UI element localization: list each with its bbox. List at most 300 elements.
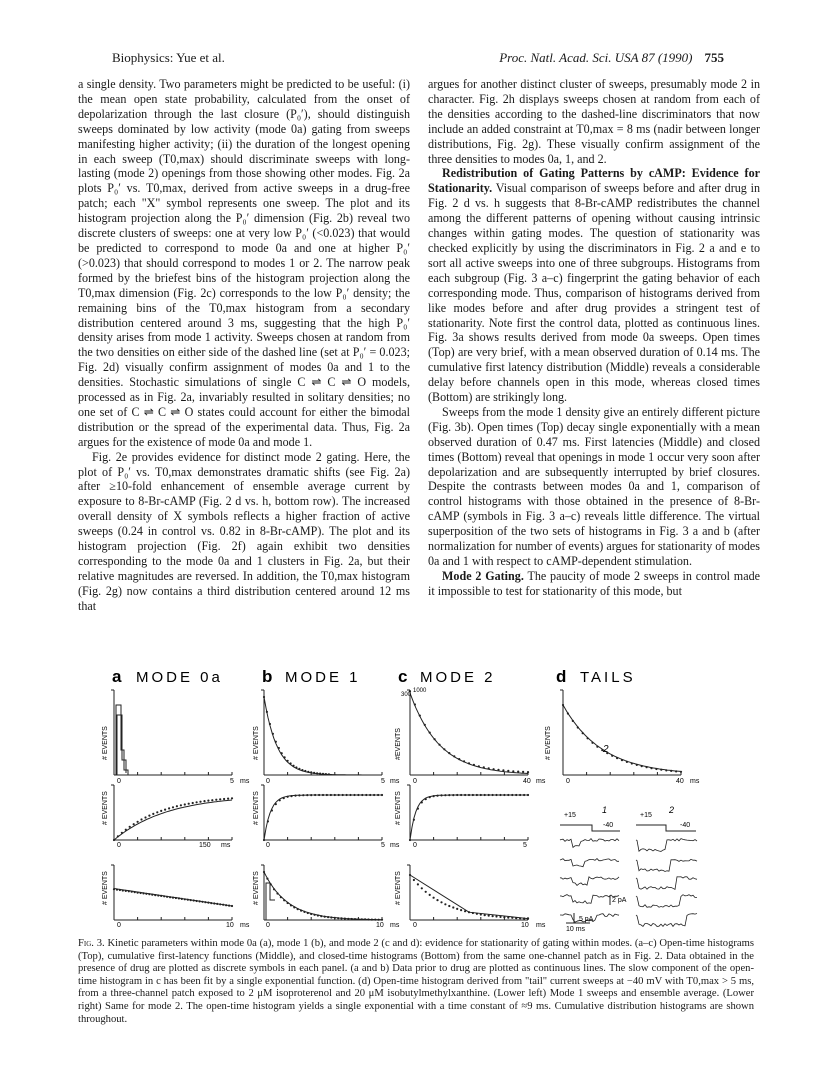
data-point: [409, 839, 411, 841]
data-point: [381, 794, 383, 796]
data-point: [448, 905, 450, 907]
data-point: [131, 891, 133, 893]
data-point: [429, 796, 431, 798]
data-point: [472, 794, 474, 796]
data-point: [567, 712, 569, 714]
data-point: [349, 794, 351, 796]
data-point: [231, 797, 233, 799]
tick-label: ms: [536, 778, 546, 785]
data-point: [172, 806, 174, 808]
tick-label: ms: [536, 922, 546, 929]
data-point: [196, 801, 198, 803]
data-point: [502, 769, 504, 771]
paragraph: Mode 2 Gating. The paucity of mode 2 sweeps in control made it impossible to test for stationarity of this mode, but: [428, 568, 760, 598]
data-point: [166, 896, 168, 898]
data-point: [304, 770, 306, 772]
data-point: [507, 770, 509, 772]
paragraph: Redistribution of Gating Patterns by cAMP: Evidence for Stationarity. Visual comparison of sweeps before and after drug in Fig. 2 d vs. h suggests that 8-Br-cAMP redistributes the channel among the different patterns of opening without causing intrinsic changes within gating modes. The question of stationarity was checked explicitly by using the discriminators in Fig. 2 a and e to sort all active sweeps into one of three subgroups. Histograms from each subgroup (Fig. 3 a–c) fingerprint the gating behavior of each corresponding mode. Thus, comparison of histograms derived from like modes before and after drug provides a stringent test of stationarity. Note first the control data, plotted as continuous lines. Fig. 3a shows results derived from mode 0a sweeps. Open times (Top) are very brief, with a mean observed duration of 0.14 ms. The cumulative first latency distribution (Middle) reveals a considerable delay before channels open in this mode, whereas closed times (Bottom) are strikingly long.: [428, 166, 760, 405]
data-point: [319, 773, 321, 775]
data-point: [596, 746, 598, 748]
data-point: [425, 798, 427, 800]
data-point: [357, 918, 359, 920]
tick-label: 5: [381, 778, 385, 785]
data-point: [346, 794, 348, 796]
data-point: [283, 899, 285, 901]
data-point: [178, 897, 180, 899]
data-point: [219, 798, 221, 800]
data-point: [413, 879, 415, 881]
data-point: [176, 805, 178, 807]
tick-label: 0: [266, 922, 270, 929]
data-point: [279, 799, 281, 801]
data-point: [307, 771, 309, 773]
data-point: [325, 773, 327, 775]
data-point: [440, 901, 442, 903]
page-number: 755: [704, 50, 724, 65]
data-point: [527, 771, 529, 773]
data-point: [480, 794, 482, 796]
data-point: [493, 768, 495, 770]
data-point: [460, 909, 462, 911]
series-line: [264, 795, 382, 840]
data-point: [201, 901, 203, 903]
data-point: [507, 917, 509, 919]
data-point: [181, 898, 183, 900]
tick-label: ms: [390, 778, 400, 785]
data-point: [436, 899, 438, 901]
data-point: [310, 794, 312, 796]
data-point: [225, 904, 227, 906]
data-point: [310, 913, 312, 915]
data-point: [660, 769, 662, 771]
data-point: [468, 762, 470, 764]
data-point: [290, 795, 292, 797]
right-column: [428, 77, 760, 599]
data-point: [453, 755, 455, 757]
data-point: [641, 765, 643, 767]
data-point: [287, 796, 289, 798]
tick-label: ms: [690, 778, 700, 785]
data-point: [199, 900, 201, 902]
data-point: [292, 765, 294, 767]
data-point: [303, 911, 305, 913]
data-point: [297, 908, 299, 910]
data-point: [316, 772, 318, 774]
data-point: [193, 899, 195, 901]
left-column: [78, 77, 410, 614]
trace-number: 1: [602, 805, 608, 815]
data-point: [373, 794, 375, 796]
data-point: [361, 918, 363, 920]
y-axis-label: # EVENTS: [102, 791, 109, 825]
data-point: [425, 891, 427, 893]
data-point: [429, 894, 431, 896]
data-point: [137, 892, 139, 894]
data-point: [460, 794, 462, 796]
data-point: [611, 755, 613, 757]
tick-label: 150: [199, 842, 211, 849]
data-point: [468, 794, 470, 796]
data-point: [222, 904, 224, 906]
data-point: [488, 794, 490, 796]
data-point: [631, 762, 633, 764]
data-point: [448, 752, 450, 754]
data-point: [306, 794, 308, 796]
voltage-label: +15: [564, 812, 576, 819]
data-point: [263, 871, 265, 873]
data-point: [322, 773, 324, 775]
y-axis-label: # EVENTS: [253, 726, 260, 760]
data-point: [456, 794, 458, 796]
data-point: [168, 807, 170, 809]
data-point: [295, 766, 297, 768]
tick-label: 0: [266, 778, 270, 785]
data-point: [302, 794, 304, 796]
data-point: [210, 902, 212, 904]
panel-letter-a: a: [112, 667, 122, 686]
data-point: [473, 764, 475, 766]
data-point: [484, 914, 486, 916]
paragraph: Sweeps from the mode 1 density give an entirely different picture (Fig. 3b). Open times (Top) decay single exponentially with a mean observed duration of 0.47 ms. First latencies (Middle) and closed times (Bottom) reveal that openings in mode 1 occur very soon after depolarization and are subsequently interrupted by brief closures. Despite the contrasts between modes 0a and 1, comparison of control histograms with those obtained in the presence of 8-Br-cAMP (symbols in Fig. 3 a–c) reveals little difference. The virtual superposition of the two sets of histograms in Fig. 3 a and b (after normalization for number of events) argues for stationarity of modes 0a and 1 with respect to cAMP-dependent stimulation.: [428, 404, 760, 568]
data-point: [227, 798, 229, 800]
data-point: [267, 820, 269, 822]
data-point: [180, 804, 182, 806]
tick-label: 10: [376, 922, 384, 929]
data-point: [444, 903, 446, 905]
y-axis-label: # EVENTS: [395, 791, 402, 825]
data-point: [675, 770, 677, 772]
data-point: [499, 794, 501, 796]
data-point: [203, 800, 205, 802]
data-point: [294, 795, 296, 797]
tick-label: 10: [226, 922, 234, 929]
data-point: [290, 762, 292, 764]
data-point: [650, 767, 652, 769]
voltage-label: +15: [640, 812, 652, 819]
data-point: [188, 803, 190, 805]
data-point: [263, 696, 265, 698]
scale-bar-label: 2 pA: [612, 897, 627, 904]
tick-label: 1000: [413, 688, 427, 694]
data-point: [357, 794, 359, 796]
panel-title-b: MODE 1: [285, 669, 361, 686]
data-point: [151, 894, 153, 896]
tick-label: ms: [221, 842, 231, 849]
y-axis-label: # EVENTS: [545, 726, 552, 760]
data-point: [116, 889, 118, 891]
section-heading: Redistribution of Gating Patterns by cAMP: Evidence for Stationarity.: [428, 166, 760, 196]
data-point: [351, 918, 353, 920]
tick-label: 0: [413, 922, 417, 929]
data-point: [436, 795, 438, 797]
data-point: [192, 802, 194, 804]
data-point: [145, 893, 147, 895]
data-point: [424, 724, 426, 726]
data-point: [512, 770, 514, 772]
tick-label: ms: [240, 922, 250, 929]
current-trace: [636, 877, 697, 890]
data-point: [377, 794, 379, 796]
data-point: [433, 795, 435, 797]
panel-title-a: MODE 0a: [136, 669, 223, 686]
scale-bar-label: 10 ms: [566, 926, 586, 933]
tick-label: 0: [566, 778, 570, 785]
data-point: [527, 918, 529, 920]
data-point: [419, 715, 421, 717]
data-point: [207, 800, 209, 802]
data-point: [476, 913, 478, 915]
tick-label: 300: [401, 692, 412, 698]
data-point: [310, 771, 312, 773]
data-point: [458, 758, 460, 760]
data-point: [476, 794, 478, 796]
histogram-bar: [117, 715, 126, 775]
data-point: [324, 916, 326, 918]
paragraph: Fig. 2e provides evidence for distinct mode 2 gating. Here, the plot of P₀′ vs. T0,max demonstrates dramatic shifts (see Fig. 2a) after ≥10-fold enhancement of ensemble average current by exposure to 8-Br-cAMP (Fig. 2 d vs. h, bottom row). The increased overall density of X symbols reflects a higher fraction of active sweeps (0.24 in control vs. 0.82 in 8-Br-cAMP). The plot and its histogram projection (Fig. 2f) again exhibit two densities corresponding to the mode 0a and 1 clusters in Fig. 2a, but their relative magnitudes are reversed. In addition, the T0,max histogram (Fig. 2g) now contains a third distribution centered around 12 ms that: [78, 449, 410, 613]
data-point: [646, 766, 648, 768]
y-axis-label: # EVENTS: [253, 791, 260, 825]
current-trace: [560, 877, 619, 886]
data-point: [421, 887, 423, 889]
data-point: [492, 794, 494, 796]
data-point: [519, 917, 521, 919]
data-point: [497, 769, 499, 771]
data-point: [484, 794, 486, 796]
data-point: [117, 835, 119, 837]
data-point: [275, 741, 277, 743]
data-point: [468, 911, 470, 913]
data-point: [144, 816, 146, 818]
data-point: [184, 898, 186, 900]
y-axis-label: #EVENTS: [395, 728, 402, 760]
series-line: [264, 872, 382, 920]
data-point: [369, 794, 371, 796]
data-point: [327, 916, 329, 918]
data-point: [334, 794, 336, 796]
data-point: [344, 918, 346, 920]
data-point: [330, 794, 332, 796]
data-point: [269, 723, 271, 725]
data-point: [338, 794, 340, 796]
data-point: [371, 919, 373, 921]
data-point: [157, 894, 159, 896]
data-point: [287, 760, 289, 762]
data-point: [337, 917, 339, 919]
tick-label: 5: [230, 778, 234, 785]
data-point: [322, 794, 324, 796]
data-point: [140, 892, 142, 894]
figure-3: [0, 655, 816, 935]
data-point: [169, 896, 171, 898]
data-point: [278, 747, 280, 749]
tick-label: 5: [523, 842, 527, 849]
series-line: [410, 795, 528, 840]
data-point: [507, 794, 509, 796]
data-point: [318, 794, 320, 796]
data-point: [134, 891, 136, 893]
data-point: [626, 761, 628, 763]
tick-label: 0: [117, 922, 121, 929]
data-point: [670, 770, 672, 772]
data-point: [438, 744, 440, 746]
data-point: [307, 912, 309, 914]
panel-letter-d: d: [556, 667, 567, 686]
data-point: [328, 773, 330, 775]
data-point: [228, 905, 230, 907]
curve-label: 2: [603, 744, 609, 755]
data-point: [353, 794, 355, 796]
data-point: [314, 914, 316, 916]
paragraph: argues for another distinct cluster of sweeps, presumably mode 2 in character. Fig. 2h displays sweeps chosen at random from each of the densities according to the dashed-line discriminators that now include an added constraint at T0,max = 8 ms (nadir between longer distributions, Fig. 2g). These visually confirm assignment of the three densities to modes 0a, 1, and 2.: [428, 77, 760, 166]
panel-letter-c: c: [398, 667, 408, 686]
data-point: [492, 915, 494, 917]
data-point: [680, 771, 682, 773]
y-axis-label: # EVENTS: [102, 871, 109, 905]
data-point: [207, 902, 209, 904]
y-axis-label: # EVENTS: [253, 871, 260, 905]
data-point: [374, 919, 376, 921]
data-point: [655, 768, 657, 770]
data-point: [152, 813, 154, 815]
current-trace: [560, 839, 619, 848]
current-trace: [636, 839, 697, 852]
data-point: [231, 905, 233, 907]
data-point: [326, 794, 328, 796]
data-point: [577, 726, 579, 728]
data-point: [495, 915, 497, 917]
data-point: [320, 915, 322, 917]
data-point: [503, 794, 505, 796]
data-point: [417, 883, 419, 885]
tick-label: 0: [117, 778, 121, 785]
data-point: [275, 803, 277, 805]
data-point: [499, 916, 501, 918]
trace-number: 2: [669, 805, 675, 815]
data-point: [280, 896, 282, 898]
data-point: [381, 919, 383, 921]
data-point: [215, 799, 217, 801]
data-point: [519, 794, 521, 796]
panel-title-c: MODE 2: [420, 669, 496, 686]
data-point: [636, 764, 638, 766]
voltage-label: -40: [603, 822, 614, 829]
caption-label: Fig. 3.: [78, 938, 105, 949]
data-point: [125, 829, 127, 831]
data-point: [587, 737, 589, 739]
tick-label: ms: [240, 778, 250, 785]
data-point: [367, 918, 369, 920]
data-point: [464, 910, 466, 912]
data-point: [273, 888, 275, 890]
data-point: [175, 897, 177, 899]
data-point: [330, 916, 332, 918]
data-point: [129, 826, 131, 828]
data-point: [211, 799, 213, 801]
data-point: [562, 704, 564, 706]
data-point: [219, 903, 221, 905]
data-point: [313, 772, 315, 774]
data-point: [272, 733, 274, 735]
data-point: [515, 917, 517, 919]
section-heading: Mode 2 Gating.: [442, 568, 524, 583]
data-point: [334, 917, 336, 919]
y-axis-label: # EVENTS: [395, 871, 402, 905]
data-point: [223, 798, 225, 800]
data-point: [448, 794, 450, 796]
data-point: [160, 810, 162, 812]
data-point: [314, 794, 316, 796]
data-point: [298, 768, 300, 770]
data-point: [204, 901, 206, 903]
data-point: [452, 906, 454, 908]
voltage-label: -40: [680, 822, 691, 829]
data-point: [616, 757, 618, 759]
data-point: [263, 839, 265, 841]
data-point: [523, 794, 525, 796]
data-point: [154, 894, 156, 896]
data-point: [621, 759, 623, 761]
data-point: [142, 892, 144, 894]
series-line: [114, 800, 232, 840]
data-point: [378, 919, 380, 921]
data-point: [121, 832, 123, 834]
data-point: [527, 794, 529, 796]
data-point: [443, 748, 445, 750]
data-point: [503, 916, 505, 918]
data-point: [488, 915, 490, 917]
data-point: [444, 794, 446, 796]
data-point: [271, 809, 273, 811]
data-point: [417, 808, 419, 810]
data-point: [119, 889, 121, 891]
tick-label: 0: [413, 842, 417, 849]
data-point: [463, 760, 465, 762]
data-point: [483, 766, 485, 768]
data-point: [128, 890, 130, 892]
data-point: [665, 769, 667, 771]
tick-label: 40: [676, 778, 684, 785]
series-line: [264, 697, 382, 775]
data-point: [517, 771, 519, 773]
data-point: [347, 918, 349, 920]
data-point: [140, 818, 142, 820]
data-point: [409, 874, 411, 876]
data-point: [125, 890, 127, 892]
data-point: [364, 918, 366, 920]
series-line: [410, 693, 528, 774]
panel-title-d: TAILS: [580, 669, 636, 686]
data-point: [301, 769, 303, 771]
data-point: [340, 917, 342, 919]
data-point: [213, 902, 215, 904]
current-trace: [636, 895, 697, 908]
data-point: [184, 803, 186, 805]
data-point: [290, 904, 292, 906]
running-head: Biophysics: Yue et al.: [112, 50, 225, 65]
data-point: [148, 893, 150, 895]
data-point: [354, 918, 356, 920]
panel-letter-b: b: [262, 667, 273, 686]
data-point: [284, 756, 286, 758]
tick-label: 10: [521, 922, 529, 929]
data-point: [413, 819, 415, 821]
data-point: [164, 809, 166, 811]
data-point: [511, 794, 513, 796]
data-point: [133, 823, 135, 825]
data-point: [160, 895, 162, 897]
data-point: [480, 913, 482, 915]
data-point: [434, 738, 436, 740]
